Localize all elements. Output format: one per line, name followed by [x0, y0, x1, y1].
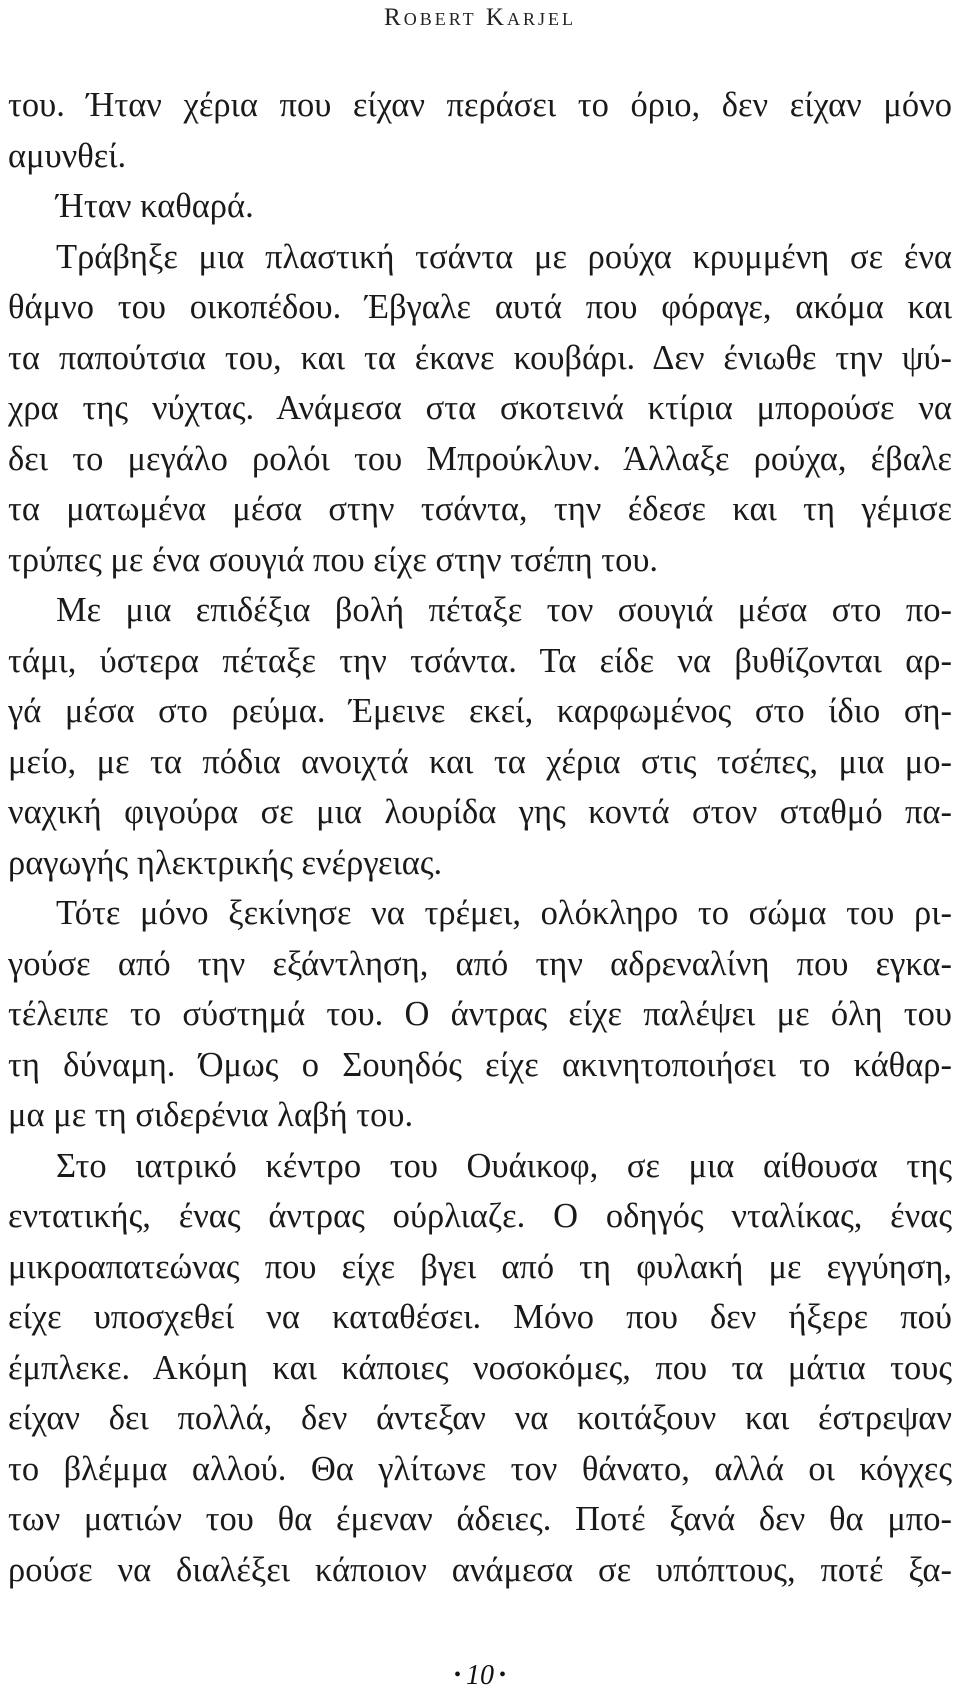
text-line: εντατικής, ένας άντρας ούρλιαζε. Ο οδηγός νταλίκας, ένας — [8, 1197, 952, 1235]
text-line: αμυνθεί. — [8, 136, 127, 175]
text-line: Τότε μόνο ξεκίνησε να τρέμει, ολόκληρο το σώμα του ρι- — [56, 894, 952, 932]
text-line: γά μέσα στο ρεύμα. Έμεινε εκεί, καρφωμένος στο ίδιο ση- — [8, 692, 952, 730]
text-line: είχαν δει πολλά, δεν άντεξαν να κοιτάξουν και έστρεψαν — [8, 1399, 952, 1437]
text-line: ραγωγής ηλεκτρικής ενέργειας. — [8, 843, 443, 882]
text-line: τη δύναμη. Όμως ο Σουηδός είχε ακινητοποιήσει το κάθαρ- — [8, 1045, 952, 1084]
text-line: μικροαπατεώνας που είχε βγει από τη φυλακή με εγγύηση, — [8, 1247, 952, 1286]
text-line: ναχική φιγούρα σε μια λουρίδα γης κοντά στον σταθμό πα- — [8, 793, 952, 831]
text-line: τα παπούτσια του, και τα έκανε κουβάρι. Δεν ένιωθε την ψύ- — [8, 338, 952, 377]
text-line: των ματιών του θα έμεναν άδειες. Ποτέ ξανά δεν θα μπο- — [8, 1500, 952, 1538]
text-line: τάμι, ύστερα πέταξε την τσάντα. Τα είδε να βυθίζονται αρ- — [8, 641, 952, 680]
text-line: μα με τη σιδερένια λαβή του. — [8, 1096, 414, 1134]
folio-bullet-right: • — [499, 1664, 507, 1686]
text-line: τρύπες με ένα σουγιά που είχε στην τσέπη του. — [8, 540, 659, 579]
body-text — [8, 80, 952, 1595]
text-line: δει το μεγάλο ρολόι του Μπρούκλυν. Άλλαξε ρούχα, έβαλε — [8, 439, 952, 478]
text-line: ρούσε να διαλέξει κάποιον ανάμεσα σε υπόπτους, ποτέ ξα- — [8, 1550, 952, 1589]
text-line: του. Ήταν χέρια που είχαν περάσει το όριο, δεν είχαν μόνο — [8, 86, 952, 124]
text-line: Στο ιατρικό κέντρο του Ουάικοφ, σε μια αίθουσα της — [56, 1146, 952, 1185]
text-line: έμπλεκε. Ακόμη και κάποιες νοσοκόμες, που τα μάτια τους — [8, 1348, 952, 1387]
page-number — [0, 1660, 960, 1692]
running-head: Robert Karjel — [384, 4, 576, 31]
text-line: γούσε από την εξάντληση, από την αδρεναλίνη που εγκα- — [8, 944, 952, 983]
text-line: μείο, με τα πόδια ανοιχτά και τα χέρια στις τσέπες, μια μο- — [8, 742, 952, 781]
folio-bullet-left: • — [453, 1664, 461, 1686]
text-line: το βλέμμα αλλού. Θα γλίτωνε τον θάνατο, αλλά οι κόγχες — [8, 1449, 952, 1488]
text-line: είχε υποσχεθεί να καταθέσει. Μόνο που δεν ήξερε πού — [8, 1298, 952, 1336]
text-line: θάμνο του οικοπέδου. Έβγαλε αυτά που φόραγε, ακόμα και — [8, 288, 952, 326]
text-line: Ήταν καθαρά. — [56, 187, 254, 225]
page-number-value: 10 — [466, 1660, 494, 1691]
text-line: τα ματωμένα μέσα στην τσάντα, την έδεσε και τη γέμισε — [8, 490, 952, 528]
text-line: χρα της νύχτας. Ανάμεσα στα σκοτεινά κτίρια μπορούσε να — [8, 389, 952, 427]
text-line: Τράβηξε μια πλαστική τσάντα με ρούχα κρυμμένη σε ένα — [56, 237, 952, 276]
text-line: Με μια επιδέξια βολή πέταξε τον σουγιά μέσα στο πο- — [56, 591, 952, 629]
text-line: τέλειπε το σύστημά του. Ο άντρας είχε παλέψει με όλη του — [8, 995, 952, 1033]
